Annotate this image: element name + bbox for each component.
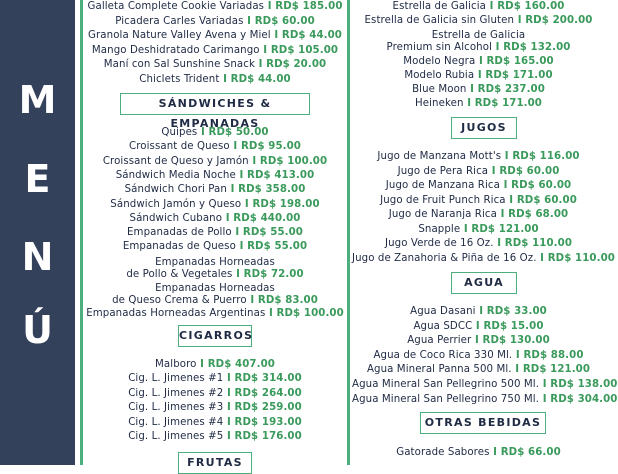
price-separator: I — [460, 223, 472, 235]
price-separator: I — [270, 30, 282, 42]
menu-item — [86, 373, 344, 385]
menu-item — [86, 156, 344, 168]
menu-item-price: RD$ 44.00 — [230, 74, 291, 85]
menu-item-name: Jugo de Manzana Rica — [385, 180, 500, 191]
menu-item-name: Picadera Carles Variadas — [115, 15, 244, 27]
menu-item — [352, 447, 605, 459]
price-separator: I — [196, 359, 208, 370]
menu-item-name: Granola Nature Valley Avena y Miel — [88, 30, 271, 42]
price-separator: I — [539, 393, 551, 405]
price-separator: I — [499, 180, 512, 191]
menu-item-price: RD$ 138.00 — [550, 379, 618, 390]
menu-item — [86, 308, 344, 320]
menu-item-name: Sándwich Jamón y Queso — [110, 198, 242, 210]
menu-item-name: Jugo de Pera Rica — [397, 165, 489, 177]
section-title-agua: AGUA — [451, 272, 517, 294]
menu-item-price: RD$ 66.00 — [500, 447, 561, 458]
menu-item — [352, 30, 605, 54]
menu-item-name: Agua Mineral San Pellegrino 500 Ml. — [352, 379, 540, 390]
menu-item-price: RD$ 72.00 — [243, 268, 304, 280]
menu-item-price: RD$ 95.00 — [240, 141, 301, 153]
menu-item-price: RD$ 33.00 — [486, 306, 547, 317]
price-separator: I — [488, 165, 500, 177]
price-separator: I — [223, 387, 235, 399]
menu-item-price: RD$ 176.00 — [234, 431, 302, 442]
price-separator: I — [223, 431, 235, 442]
menu-item-price: RD$ 171.00 — [485, 69, 553, 81]
menu-item-name: Cig. L. Jimenes #5 — [128, 431, 224, 442]
sidebar-letter-e: E — [24, 157, 51, 201]
price-separator: I — [496, 209, 509, 220]
menu-item-price: RD$ 259.00 — [234, 402, 302, 414]
menu-item — [352, 224, 605, 236]
menu-item — [86, 45, 344, 57]
price-separator: I — [472, 320, 484, 332]
menu-item-name-line1: Estrella de Galicia — [431, 30, 526, 42]
menu-item-name: Empanadas de Queso — [122, 241, 236, 253]
menu-item-name: Cig. L. Jimenes #4 — [128, 416, 224, 428]
menu-item — [86, 30, 344, 42]
menu-item — [352, 70, 605, 82]
price-separator: I — [539, 379, 551, 390]
menu-item — [86, 402, 344, 414]
price-separator: I — [474, 69, 486, 81]
menu-item-price: RD$ 132.00 — [503, 42, 571, 54]
menu-item — [352, 238, 605, 250]
menu-item — [86, 227, 344, 239]
price-separator: I — [501, 151, 513, 162]
price-separator: I — [232, 268, 244, 280]
menu-item-price: RD$ 413.00 — [247, 169, 315, 181]
menu-item-name: Cig. L. Jimenes #2 — [128, 387, 224, 399]
menu-item — [86, 16, 344, 28]
menu-item-name: Jugo de Manzana Mott's — [377, 151, 502, 162]
menu-item-name: Croissant de Queso y Jamón — [102, 155, 249, 167]
menu-item — [352, 151, 605, 163]
menu-item-price: RD$ 100.00 — [276, 308, 344, 320]
menu-item-name: Jugo de Naranja Rica — [388, 209, 497, 220]
menu-item-name-line1: Empanadas Horneadas — [155, 283, 275, 294]
menu-item — [352, 364, 605, 376]
price-separator: I — [265, 308, 277, 320]
sidebar-letter-u: Ú — [22, 308, 53, 352]
menu-item-price: RD$ 193.00 — [234, 416, 302, 428]
price-separator: I — [223, 373, 235, 385]
price-separator: I — [536, 252, 548, 264]
menu-item-name: Quipes — [161, 127, 198, 138]
price-separator: I — [229, 141, 241, 153]
price-separator: I — [475, 55, 487, 67]
menu-item-name: Modelo Negra — [403, 55, 476, 67]
menu-item — [352, 166, 605, 178]
price-separator: I — [223, 402, 235, 414]
price-separator: I — [511, 364, 523, 376]
menu-item-price: RD$ 110.00 — [547, 252, 615, 264]
price-separator: I — [254, 59, 267, 71]
section-title-cigarros: CIGARROS — [178, 325, 252, 347]
price-separator: I — [248, 155, 260, 167]
menu-item-name: Croissant de Queso — [129, 141, 230, 153]
price-separator: I — [222, 212, 234, 224]
menu-item — [86, 74, 344, 86]
menu-item — [86, 184, 344, 196]
menu-item-name: Gatorade Sabores — [396, 447, 490, 458]
menu-item-price: RD$ 55.00 — [247, 241, 308, 253]
menu-item — [86, 1, 344, 13]
menu-sidebar — [0, 0, 75, 465]
menu-item — [86, 359, 344, 371]
menu-item-name: Jugo Verde de 16 Oz. — [384, 238, 494, 249]
menu-item — [86, 388, 344, 400]
menu-item-name: Agua SDCC — [413, 320, 473, 332]
menu-item-price: RD$ 165.00 — [486, 55, 554, 67]
price-separator: I — [466, 84, 478, 95]
menu-item-price: RD$ 121.00 — [522, 364, 591, 376]
price-separator: I — [197, 127, 209, 138]
menu-item-price: RD$ 20.00 — [266, 59, 327, 71]
sidebar-letter-n: N — [21, 235, 54, 279]
menu-item-price: RD$ 185.00 — [275, 1, 343, 12]
menu-item-price: RD$ 198.00 — [252, 198, 320, 210]
menu-item-price: RD$ 358.00 — [238, 184, 306, 196]
menu-item-name: Malboro — [155, 359, 197, 370]
price-separator: I — [471, 335, 483, 347]
menu-item-price: RD$ 440.00 — [233, 212, 301, 224]
price-separator: I — [235, 241, 248, 253]
menu-item-name: Maní con Sal Sunshine Snack — [103, 59, 255, 71]
menu-item-price: RD$ 304.00 — [550, 393, 618, 405]
menu-item — [86, 213, 344, 225]
menu-item-price: RD$ 160.00 — [497, 1, 565, 12]
menu-item-name: Jugo de Zanahoria & Piña de 16 Oz. — [352, 252, 537, 264]
menu-item — [86, 431, 344, 443]
price-separator: I — [231, 227, 243, 239]
price-separator: I — [241, 198, 253, 210]
section-title-frutas: FRUTAS — [178, 452, 252, 474]
price-separator: I — [246, 295, 258, 306]
price-separator: I — [463, 98, 475, 110]
menu-item-name: Premium sin Alcohol — [386, 42, 493, 54]
menu-item-name: Chiclets Trident — [139, 74, 220, 85]
price-separator: I — [505, 194, 517, 206]
sidebar-letter-m: M — [18, 78, 57, 122]
menu-item-name: Mango Deshidratado Carimango — [91, 44, 260, 56]
menu-item-name: de Queso Crema & Puerro — [112, 295, 247, 306]
menu-item-name: Snapple — [418, 223, 461, 235]
menu-item-name: Agua Mineral Panna 500 Ml. — [366, 364, 512, 376]
menu-item — [86, 199, 344, 211]
menu-item — [352, 56, 605, 68]
price-separator: I — [264, 1, 276, 12]
price-separator: I — [512, 349, 524, 361]
menu-item-name: Blue Moon — [412, 84, 467, 95]
menu-item-price: RD$ 237.00 — [477, 84, 545, 95]
menu-item-price: RD$ 60.00 — [516, 194, 577, 206]
menu-item-name: Cig. L. Jimenes #1 — [128, 373, 224, 385]
menu-item — [352, 350, 605, 362]
menu-item — [352, 98, 605, 110]
menu-item — [352, 393, 618, 406]
price-separator: I — [223, 416, 235, 428]
price-separator: I — [243, 15, 255, 27]
menu-item — [352, 379, 618, 391]
menu-item-name: Cig. L. Jimenes #3 — [128, 402, 224, 414]
menu-item-name: Heineken — [415, 98, 464, 110]
menu-item-price: RD$ 407.00 — [207, 359, 275, 370]
menu-item-name: Galleta Complete Cookie Variadas — [87, 1, 265, 12]
menu-item-name: Sándwich Media Noche — [115, 169, 236, 181]
center-divider-line — [347, 0, 350, 465]
menu-item — [352, 252, 615, 265]
price-separator: I — [493, 238, 505, 249]
menu-item-price: RD$ 100.00 — [259, 155, 328, 167]
left-menu-column — [86, 0, 344, 469]
price-separator: I — [489, 447, 501, 458]
menu-item-price: RD$ 171.00 — [474, 98, 542, 110]
menu-item-name-line1: Empanadas Horneadas — [155, 256, 275, 268]
menu-item-price: RD$ 105.00 — [270, 44, 339, 56]
menu-item — [352, 209, 605, 221]
menu-item-price: RD$ 121.00 — [471, 223, 539, 235]
menu-item — [86, 417, 344, 429]
menu-item — [86, 127, 344, 139]
price-separator: I — [475, 306, 487, 317]
menu-item-name: Agua Mineral San Pellegrino 750 Ml. — [352, 393, 540, 405]
menu-item — [86, 170, 344, 182]
price-separator: I — [514, 15, 526, 27]
menu-item-price: RD$ 60.00 — [511, 180, 572, 191]
menu-item-name: Estrella de Galicia — [392, 1, 487, 12]
menu-item-price: RD$ 60.00 — [254, 15, 315, 27]
price-separator: I — [259, 44, 271, 56]
menu-item-name: Agua Dasani — [410, 306, 476, 317]
section-title-jugos: JUGOS — [451, 117, 517, 139]
section-title-sandwiches: SÁNDWICHES & EMPANADAS — [120, 93, 310, 115]
menu-item-price: RD$ 130.00 — [482, 335, 550, 347]
menu-item-price: RD$ 50.00 — [208, 127, 269, 138]
menu-item — [352, 1, 605, 13]
menu-item-price: RD$ 200.00 — [525, 15, 593, 27]
price-separator: I — [226, 184, 239, 196]
menu-item-name: Agua de Coco Rica 330 Ml. — [373, 349, 513, 361]
price-separator: I — [235, 169, 248, 181]
menu-item — [86, 59, 344, 71]
menu-item-price: RD$ 110.00 — [504, 238, 573, 249]
menu-item-name: Empanadas Horneadas Argentinas — [86, 308, 266, 320]
menu-item-price: RD$ 88.00 — [523, 349, 584, 361]
menu-item-price: RD$ 55.00 — [242, 227, 303, 239]
menu-item-name: Modelo Rubia — [404, 69, 475, 81]
menu-item — [86, 257, 344, 281]
menu-item — [352, 335, 605, 347]
menu-item — [352, 15, 605, 27]
menu-item-price: RD$ 15.00 — [483, 320, 544, 332]
menu-item — [352, 195, 605, 207]
menu-item — [352, 321, 605, 333]
menu-item-name: Empanadas de Pollo — [127, 227, 232, 239]
menu-item-price: RD$ 44.00 — [281, 30, 342, 42]
menu-item-name: Jugo de Fruit Punch Rica — [380, 194, 506, 206]
menu-item — [86, 283, 344, 307]
menu-item-name: Sándwich Chori Pan — [124, 184, 227, 196]
menu-item — [352, 84, 605, 96]
menu-item-price: RD$ 264.00 — [234, 387, 302, 399]
menu-item-price: RD$ 314.00 — [234, 373, 302, 385]
price-separator: I — [219, 74, 231, 85]
left-divider-line — [80, 0, 83, 465]
right-menu-column — [352, 0, 618, 465]
menu-item — [352, 306, 605, 318]
menu-item-price: RD$ 83.00 — [257, 295, 318, 306]
menu-item-name: Estrella de Galicia sin Gluten — [364, 15, 515, 27]
price-separator: I — [486, 1, 498, 12]
section-title-otras-bebidas: OTRAS BEBIDAS — [420, 412, 546, 434]
menu-item — [86, 241, 344, 253]
menu-item — [86, 141, 344, 153]
menu-item — [352, 180, 605, 192]
menu-item-price: RD$ 68.00 — [508, 209, 569, 220]
menu-item-name: de Pollo & Vegetales — [126, 268, 233, 280]
menu-item-price: RD$ 116.00 — [512, 151, 580, 162]
menu-item-name: Sándwich Cubano — [129, 212, 223, 224]
menu-item-name: Agua Perrier — [407, 335, 472, 347]
menu-item-price: RD$ 60.00 — [499, 165, 560, 177]
price-separator: I — [492, 42, 504, 54]
